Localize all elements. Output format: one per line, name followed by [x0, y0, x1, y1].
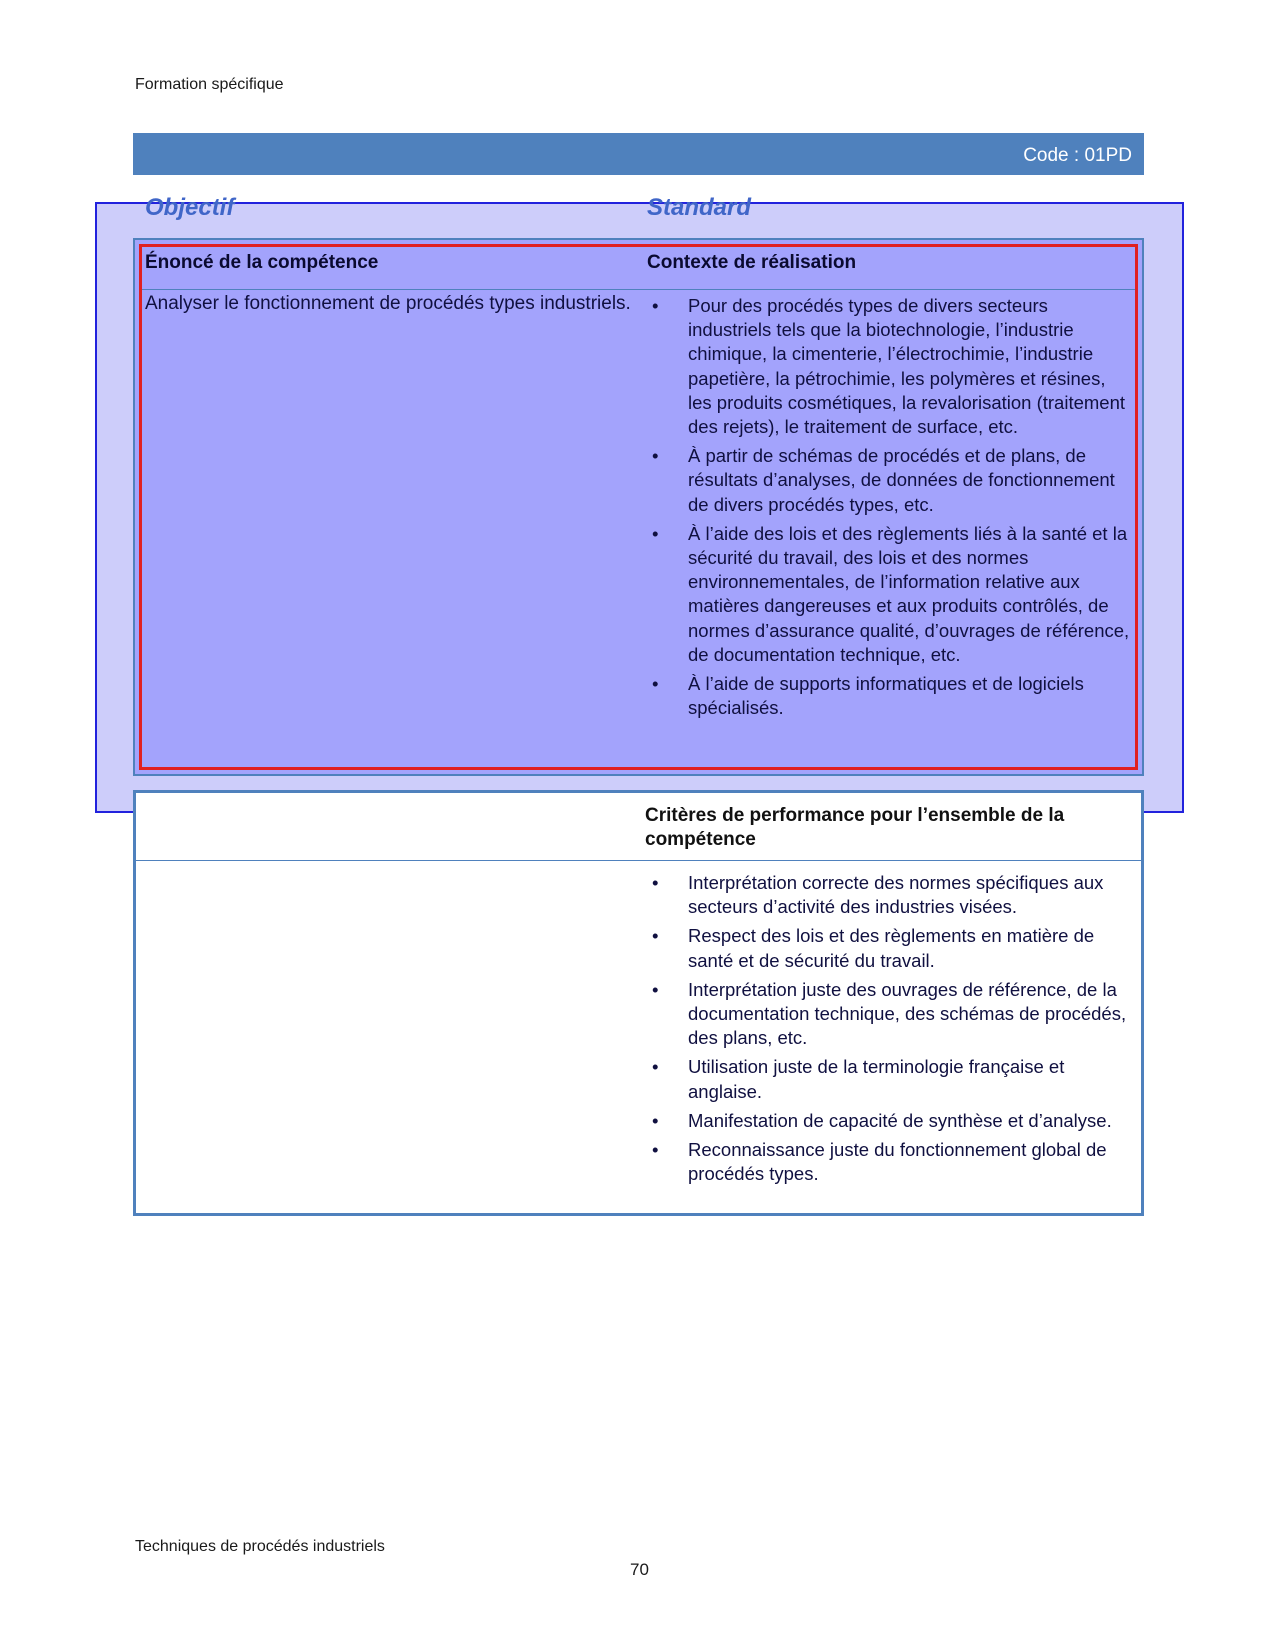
list-item: [652, 1055, 1132, 1103]
list-item: [652, 1109, 1132, 1133]
enonce-text: Analyser le fonctionnement de procédés types industriels.: [145, 293, 631, 314]
bullet-icon: •: [652, 872, 659, 893]
running-header: Formation spécifique: [135, 76, 284, 93]
enonce-heading: Énoncé de la compétence: [145, 252, 379, 273]
bullet-icon: •: [652, 1109, 659, 1131]
list-item: [652, 672, 1132, 720]
running-footer: Techniques de procédés industriels: [135, 1538, 385, 1555]
list-item-text: Utilisation juste de la terminologie française et anglaise.: [688, 1056, 1065, 1102]
list-item-text: Manifestation de capacité de synthèse et d’analyse.: [688, 1109, 1112, 1131]
list-item-text: Pour des procédés types de divers secteurs industriels tels que la biotechnologie, l’industrie chimique, la cimenterie, l’électrochimie, l’industrie papetière, la pétrochimie, les polymères et résines, les produits cosmétiques, la revalorisation (traitement des rejets), le traitement de surface, etc.: [688, 295, 1125, 438]
list-item: [652, 871, 1132, 919]
objectif-title: Objectif: [145, 194, 235, 221]
criteria-list: [652, 871, 1132, 1191]
contexte-heading: Contexte de réalisation: [647, 252, 857, 273]
standard-title: Standard: [647, 194, 752, 221]
contexte-list: [652, 294, 1132, 725]
list-item: [652, 978, 1132, 1051]
criteria-heading: Critères de performance pour l’ensemble de la compétence: [645, 805, 1065, 850]
bullet-icon: •: [652, 295, 659, 316]
list-item-text: Interprétation juste des ouvrages de référence, de la documentation technique, des schémas de procédés, des plans, etc.: [688, 978, 1127, 1049]
list-item-text: Reconnaissance juste du fonctionnement global de procédés types.: [688, 1139, 1107, 1185]
code-band: [133, 133, 1144, 175]
bullet-icon: •: [652, 925, 659, 947]
bullet-icon: •: [652, 673, 659, 695]
list-item: [652, 924, 1132, 972]
bullet-icon: •: [652, 445, 659, 467]
competency-code: Code : 01PD: [1023, 145, 1132, 166]
criteria-header-divider: [136, 860, 1141, 861]
list-item: [652, 1138, 1132, 1186]
bullet-icon: •: [652, 522, 659, 544]
list-item: [652, 294, 1132, 439]
list-item-text: À partir de schémas de procédés et de plans, de résultats d’analyses, de données de fonctionnement de divers procédés types, etc.: [688, 445, 1115, 515]
list-item-text: À l’aide des lois et des règlements liés à la santé et la sécurité du travail, des lois et des normes environnementales, de l’information relative aux matières dangereuses et aux produits contrôlés, de normes d’assurance qualité, d’ouvrages de référence, de documentation technique, etc.: [688, 522, 1130, 665]
list-item: [652, 444, 1132, 517]
bullet-icon: •: [652, 1056, 659, 1078]
table-header-divider: [142, 289, 1135, 290]
bullet-icon: •: [652, 978, 659, 1000]
page-number: 70: [630, 1560, 649, 1579]
list-item-text: Respect des lois et des règlements en matière de santé et de sécurité du travail.: [688, 925, 1095, 971]
bullet-icon: •: [652, 1139, 659, 1161]
list-item-text: À l’aide de supports informatiques et de logiciels spécialisés.: [688, 673, 1084, 719]
list-item: [652, 522, 1132, 667]
list-item-text: Interprétation correcte des normes spécifiques aux secteurs d’activité des industries visées.: [688, 872, 1104, 918]
